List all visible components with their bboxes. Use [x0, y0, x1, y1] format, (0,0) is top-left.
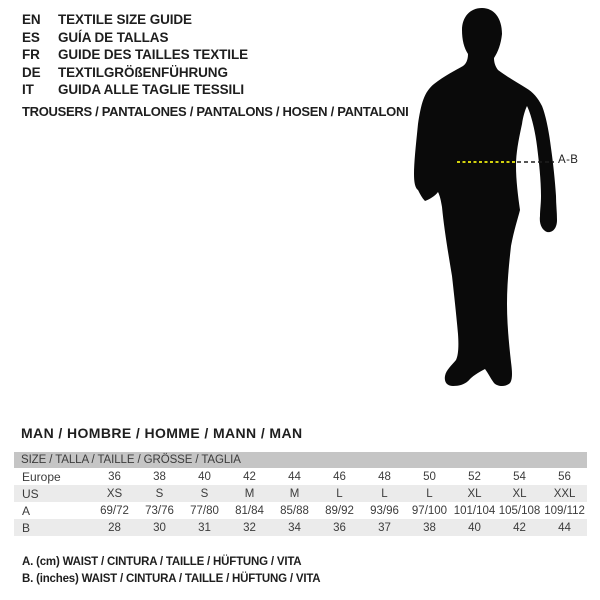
size-cell: 97/100	[411, 504, 448, 517]
size-cell: 69/72	[100, 504, 129, 517]
size-cell: L	[336, 487, 343, 500]
size-row-label: US	[22, 486, 39, 501]
man-silhouette-path	[414, 8, 557, 386]
language-code: FR	[22, 47, 40, 62]
size-cell: 36	[333, 521, 346, 534]
size-cell: L	[381, 487, 388, 500]
language-row	[22, 81, 248, 99]
size-cell: 54	[513, 470, 526, 483]
footnote-b: B. (inches) WAIST / CINTURA / TAILLE / HÜFTUNG / VITA	[22, 573, 321, 585]
size-table	[14, 452, 587, 536]
language-row	[22, 29, 248, 47]
size-cell: 34	[288, 521, 301, 534]
size-cell: 109/112	[544, 504, 585, 517]
size-cell: 73/76	[145, 504, 174, 517]
size-cell: 46	[333, 470, 346, 483]
size-cell: M	[244, 487, 255, 500]
size-cell: 48	[378, 470, 391, 483]
size-cell: 93/96	[370, 504, 399, 517]
footnotes	[22, 554, 320, 588]
size-cell: XL	[467, 487, 482, 500]
gender-section-title: MAN / HOMBRE / HOMME / MANN / MAN	[21, 425, 303, 441]
size-cell: 89/92	[325, 504, 354, 517]
size-cell: 52	[468, 470, 481, 483]
size-cell: 30	[153, 521, 166, 534]
size-cell: 32	[243, 521, 256, 534]
footnote-a: A. (cm) WAIST / CINTURA / TAILLE / HÜFTUNG / VITA	[22, 556, 302, 568]
size-cell: 44	[558, 521, 571, 534]
language-label: GUÍA DE TALLAS	[58, 29, 169, 45]
size-cell: 56	[558, 470, 571, 483]
size-row-label: B	[22, 520, 31, 535]
language-label: TEXTILGRÖßENFÜHRUNG	[58, 64, 228, 80]
language-label: GUIDE DES TAILLES TEXTILE	[58, 47, 249, 62]
size-table-body	[14, 468, 587, 536]
size-cell: 37	[378, 521, 391, 534]
size-cell: 42	[513, 521, 526, 534]
language-code: ES	[22, 29, 40, 45]
language-row	[22, 46, 248, 64]
size-cell: 44	[288, 470, 301, 483]
language-code: IT	[22, 82, 34, 97]
language-label: GUIDA ALLE TAGLIE TESSILI	[58, 82, 244, 97]
size-cell: L	[426, 487, 433, 500]
size-cell: XS	[106, 487, 123, 500]
language-code: DE	[22, 64, 41, 80]
size-cell: 50	[423, 470, 436, 483]
size-table-header-row	[14, 452, 587, 468]
size-row-label: Europe	[22, 469, 61, 484]
size-cell: 40	[198, 470, 211, 483]
size-row-label: A	[22, 503, 31, 518]
size-cell: 105/108	[498, 504, 541, 517]
language-code: EN	[22, 12, 41, 27]
size-cell: XXL	[553, 487, 576, 500]
size-cell: 40	[468, 521, 481, 534]
size-cell: 38	[423, 521, 436, 534]
size-cell: 77/80	[190, 504, 219, 517]
size-cell: 42	[243, 470, 256, 483]
size-cell: XL	[512, 487, 527, 500]
size-cell: S	[200, 487, 209, 500]
size-table-row	[14, 502, 587, 519]
size-cell: S	[155, 487, 164, 500]
size-cell: 28	[108, 521, 121, 534]
size-table-row	[14, 519, 587, 536]
size-table-header: SIZE / TALLA / TAILLE / GRÖSSE / TAGLIA	[14, 452, 587, 468]
language-row	[22, 11, 248, 29]
language-label: TEXTILE SIZE GUIDE	[58, 12, 192, 27]
product-types-title: TROUSERS / PANTALONES / PANTALONS / HOSEN / PANTALONI	[22, 104, 409, 119]
size-cell: 85/88	[280, 504, 309, 517]
language-guide-list	[22, 11, 248, 99]
size-cell: 36	[108, 470, 121, 483]
waist-measure-label: A-B	[558, 154, 579, 166]
man-silhouette	[408, 4, 568, 390]
size-table-row	[14, 485, 587, 502]
size-cell: 38	[153, 470, 166, 483]
size-cell: 101/104	[453, 504, 496, 517]
size-cell: 31	[198, 521, 211, 534]
size-cell: M	[289, 487, 300, 500]
size-cell: 81/84	[235, 504, 264, 517]
size-table-row	[14, 468, 587, 485]
language-row	[22, 64, 248, 82]
